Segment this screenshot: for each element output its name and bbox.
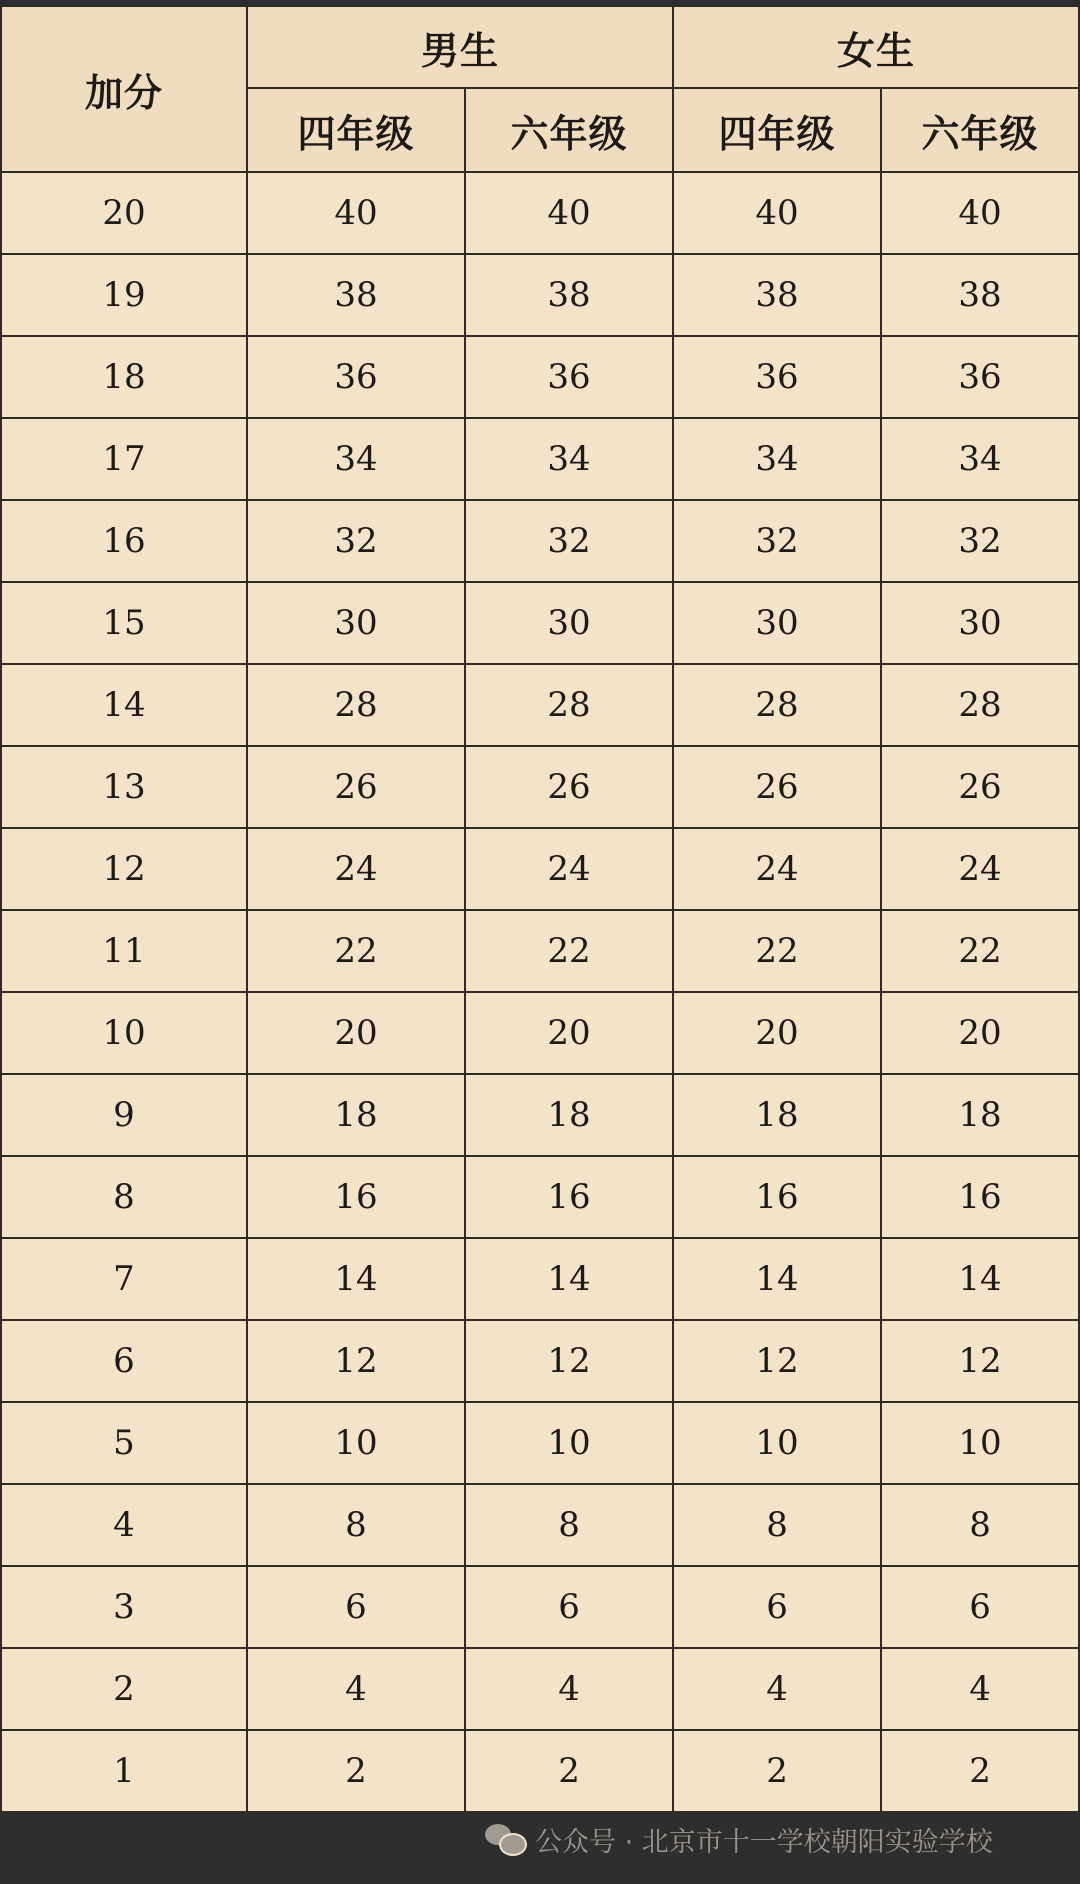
table-body [1, 172, 1079, 1812]
header-bonus-points: 加分 [1, 6, 247, 172]
table-row [1, 746, 1079, 828]
score-cell: 12 [673, 1320, 881, 1402]
score-cell: 38 [881, 254, 1079, 336]
score-cell: 2 [247, 1730, 465, 1812]
score-cell: 22 [881, 910, 1079, 992]
score-cell: 26 [465, 746, 673, 828]
wechat-icon [485, 1824, 525, 1856]
header-girls: 女生 [673, 6, 1079, 88]
score-cell: 22 [247, 910, 465, 992]
score-cell: 32 [247, 500, 465, 582]
table-row [1, 582, 1079, 664]
bonus-points-cell: 12 [1, 828, 247, 910]
score-cell: 32 [881, 500, 1079, 582]
bonus-points-cell: 17 [1, 418, 247, 500]
score-cell: 28 [247, 664, 465, 746]
score-cell: 12 [247, 1320, 465, 1402]
score-cell: 16 [881, 1156, 1079, 1238]
bonus-points-cell: 15 [1, 582, 247, 664]
header-girls-grade-6: 六年级 [881, 88, 1079, 172]
score-cell: 18 [881, 1074, 1079, 1156]
table-row [1, 336, 1079, 418]
table-row [1, 1156, 1079, 1238]
score-cell: 22 [673, 910, 881, 992]
score-cell: 26 [881, 746, 1079, 828]
score-cell: 28 [673, 664, 881, 746]
score-cell: 40 [247, 172, 465, 254]
score-cell: 20 [247, 992, 465, 1074]
score-cell: 2 [881, 1730, 1079, 1812]
bonus-points-cell: 11 [1, 910, 247, 992]
score-cell: 6 [673, 1566, 881, 1648]
bonus-points-cell: 14 [1, 664, 247, 746]
score-cell: 40 [673, 172, 881, 254]
score-cell: 38 [673, 254, 881, 336]
bonus-points-cell: 9 [1, 1074, 247, 1156]
score-cell: 28 [465, 664, 673, 746]
score-cell: 36 [465, 336, 673, 418]
table-row [1, 1320, 1079, 1402]
table-row [1, 1402, 1079, 1484]
table-row [1, 1648, 1079, 1730]
bonus-points-cell: 1 [1, 1730, 247, 1812]
score-cell: 6 [881, 1566, 1079, 1648]
bonus-points-cell: 20 [1, 172, 247, 254]
score-cell: 4 [247, 1648, 465, 1730]
bonus-points-cell: 2 [1, 1648, 247, 1730]
score-cell: 30 [465, 582, 673, 664]
score-cell: 2 [465, 1730, 673, 1812]
header-boys: 男生 [247, 6, 673, 88]
bonus-points-cell: 10 [1, 992, 247, 1074]
score-cell: 34 [673, 418, 881, 500]
score-cell: 10 [673, 1402, 881, 1484]
score-cell: 20 [673, 992, 881, 1074]
score-cell: 24 [673, 828, 881, 910]
bonus-points-cell: 5 [1, 1402, 247, 1484]
score-cell: 10 [247, 1402, 465, 1484]
score-cell: 2 [673, 1730, 881, 1812]
score-cell: 40 [465, 172, 673, 254]
score-cell: 8 [465, 1484, 673, 1566]
table-row [1, 910, 1079, 992]
score-cell: 26 [673, 746, 881, 828]
score-cell: 26 [247, 746, 465, 828]
score-cell: 4 [465, 1648, 673, 1730]
score-cell: 28 [881, 664, 1079, 746]
score-cell: 12 [881, 1320, 1079, 1402]
score-cell: 38 [465, 254, 673, 336]
score-cell: 10 [881, 1402, 1079, 1484]
score-cell: 30 [247, 582, 465, 664]
score-cell: 32 [465, 500, 673, 582]
score-cell: 10 [465, 1402, 673, 1484]
header-girls-grade-4: 四年级 [673, 88, 881, 172]
score-cell: 16 [673, 1156, 881, 1238]
table-row [1, 1730, 1079, 1812]
score-cell: 18 [673, 1074, 881, 1156]
score-cell: 6 [247, 1566, 465, 1648]
score-cell: 8 [881, 1484, 1079, 1566]
bonus-points-cell: 7 [1, 1238, 247, 1320]
header-boys-grade-6: 六年级 [465, 88, 673, 172]
score-cell: 32 [673, 500, 881, 582]
score-cell: 20 [465, 992, 673, 1074]
table-row [1, 1074, 1079, 1156]
score-cell: 18 [465, 1074, 673, 1156]
score-cell: 8 [673, 1484, 881, 1566]
table-row [1, 418, 1079, 500]
table-row [1, 1484, 1079, 1566]
table-row [1, 172, 1079, 254]
score-cell: 34 [465, 418, 673, 500]
score-cell: 30 [881, 582, 1079, 664]
score-cell: 16 [465, 1156, 673, 1238]
score-cell: 36 [247, 336, 465, 418]
score-cell: 24 [881, 828, 1079, 910]
bonus-score-table [0, 5, 1080, 1813]
score-cell: 22 [465, 910, 673, 992]
table-row [1, 992, 1079, 1074]
score-cell: 24 [247, 828, 465, 910]
score-cell: 8 [247, 1484, 465, 1566]
table-row [1, 1566, 1079, 1648]
score-cell: 34 [247, 418, 465, 500]
score-cell: 4 [673, 1648, 881, 1730]
score-cell: 14 [465, 1238, 673, 1320]
bonus-points-cell: 16 [1, 500, 247, 582]
table-row [1, 500, 1079, 582]
score-cell: 14 [673, 1238, 881, 1320]
bonus-points-cell: 3 [1, 1566, 247, 1648]
score-cell: 6 [465, 1566, 673, 1648]
bonus-points-cell: 13 [1, 746, 247, 828]
score-cell: 14 [881, 1238, 1079, 1320]
score-cell: 34 [881, 418, 1079, 500]
table-row [1, 1238, 1079, 1320]
score-cell: 20 [881, 992, 1079, 1074]
score-cell: 16 [247, 1156, 465, 1238]
score-cell: 40 [881, 172, 1079, 254]
score-cell: 24 [465, 828, 673, 910]
bonus-points-cell: 4 [1, 1484, 247, 1566]
table-row [1, 664, 1079, 746]
score-cell: 18 [247, 1074, 465, 1156]
score-cell: 30 [673, 582, 881, 664]
score-cell: 12 [465, 1320, 673, 1402]
score-cell: 36 [673, 336, 881, 418]
watermark-text: 公众号 · 北京市十一学校朝阳实验学校 [535, 1827, 993, 1858]
bonus-points-cell: 19 [1, 254, 247, 336]
bonus-points-cell: 8 [1, 1156, 247, 1238]
header-boys-grade-4: 四年级 [247, 88, 465, 172]
bonus-points-cell: 18 [1, 336, 247, 418]
watermark [485, 1820, 993, 1859]
score-cell: 14 [247, 1238, 465, 1320]
table-row [1, 254, 1079, 336]
score-cell: 4 [881, 1648, 1079, 1730]
score-cell: 36 [881, 336, 1079, 418]
table-row [1, 828, 1079, 910]
bonus-points-cell: 6 [1, 1320, 247, 1402]
score-cell: 38 [247, 254, 465, 336]
